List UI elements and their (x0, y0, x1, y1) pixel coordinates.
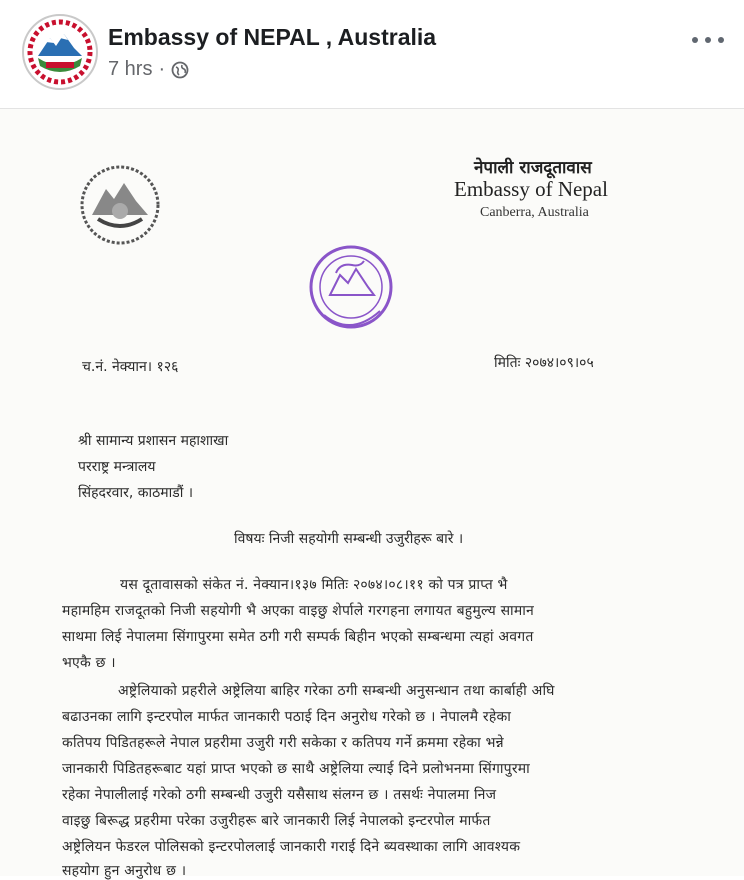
letter-image[interactable] (0, 109, 744, 879)
globe-icon[interactable] (171, 61, 189, 79)
paragraph-line: यस दूतावासको संकेत नं. नेक्यान।१३७ मितिः २०७४।०८।११ को पत्र प्राप्त भै (120, 577, 508, 593)
paragraph-line: साथमा लिई नेपालमा सिंगापुरमा समेत ठगी गरी सम्पर्क बिहीन भएको सम्बन्धमा त्यहां अवगत (62, 629, 534, 645)
page-name-link[interactable]: Embassy of NEPAL , Australia (108, 24, 437, 50)
nepal-emblem-icon (78, 163, 162, 247)
paragraph-line: सहयोग हुन अनुरोध छ । (62, 863, 187, 879)
paragraph-line: भएकै छ । (62, 655, 116, 671)
paragraph-line: महामहिम राजदूतको निजी सहयोगी भै अएका वाइछु शेर्पाले गरगहना लगायत बहुमुल्य सामान (62, 603, 535, 619)
paragraph-line: रहेका नेपालीलाई गरेको ठगी सम्बन्धी उजुरी यसैसाथ संलग्न छ । तसर्थः नेपालमा निज (62, 787, 497, 803)
paragraph-line: बढाउनका लागि इन्टरपोल मार्फत जानकारी पठाई दिन अनुरोध गरेको छ । नेपालमै रहेका (62, 709, 512, 725)
recipient-line: श्री सामान्य प्रशासन महाशाखा (78, 433, 229, 449)
paragraph-line: कतिपय पिडितहरूले नेपाल प्रहरीमा उजुरी गरी सकेका र कतिपय गर्ने क्रममा रहेका भन्ने (62, 735, 504, 751)
more-dot-icon (705, 37, 711, 43)
reference-number: च.नं. नेक्यान। १२६ (82, 359, 179, 375)
paragraph-line: जानकारी पिडितहरूबाट यहां प्राप्त भएको छ साथै अष्ट्रेलिया ल्याई दिने प्रलोभनमा सिंगापुरमा (62, 761, 530, 777)
meta-separator: · (158, 58, 166, 80)
post-header (0, 0, 744, 109)
paragraph-line: वाइछु बिरूद्ध प्रहरीमा परेका उजुरीहरू बारे जानकारी लिई नेपालको इन्टरपोल मार्फत (62, 813, 491, 829)
letterhead-nepali: नेपाली राजदूतावास (474, 158, 592, 178)
more-options-button[interactable] (692, 30, 724, 50)
more-dot-icon (692, 37, 698, 43)
post-time[interactable]: 7 hrs (108, 58, 153, 80)
letter-date: मितिः २०७४।०९।०५ (494, 355, 594, 371)
letterhead-city: Canberra, Australia (480, 205, 589, 220)
paragraph-line: अष्ट्रेलियन फेडरल पोलिसको इन्टरपोललाई जानकारी गराई दिने ब्यवस्थाका लागि आवश्यक (62, 839, 521, 855)
post-meta (108, 58, 189, 81)
more-dot-icon (718, 37, 724, 43)
paragraph-line: अष्ट्रेलियाको प्रहरीले अष्ट्रेलिया बाहिर गरेका ठगी सम्बन्धी अनुसन्धान तथा कार्बाही अघि (118, 683, 555, 699)
page-avatar[interactable] (22, 14, 98, 90)
emblem-avatar-icon (24, 16, 96, 88)
recipient-line: सिंहदरवार, काठमाडौं । (78, 485, 194, 501)
letterhead-english: Embassy of Nepal (454, 177, 608, 201)
letter-subject: विषयः निजी सहयोगी सम्बन्धी उजुरीहरू बारे । (234, 531, 464, 547)
embassy-stamp-icon (306, 237, 396, 341)
recipient-line: परराष्ट्र मन्त्रालय (78, 459, 156, 475)
